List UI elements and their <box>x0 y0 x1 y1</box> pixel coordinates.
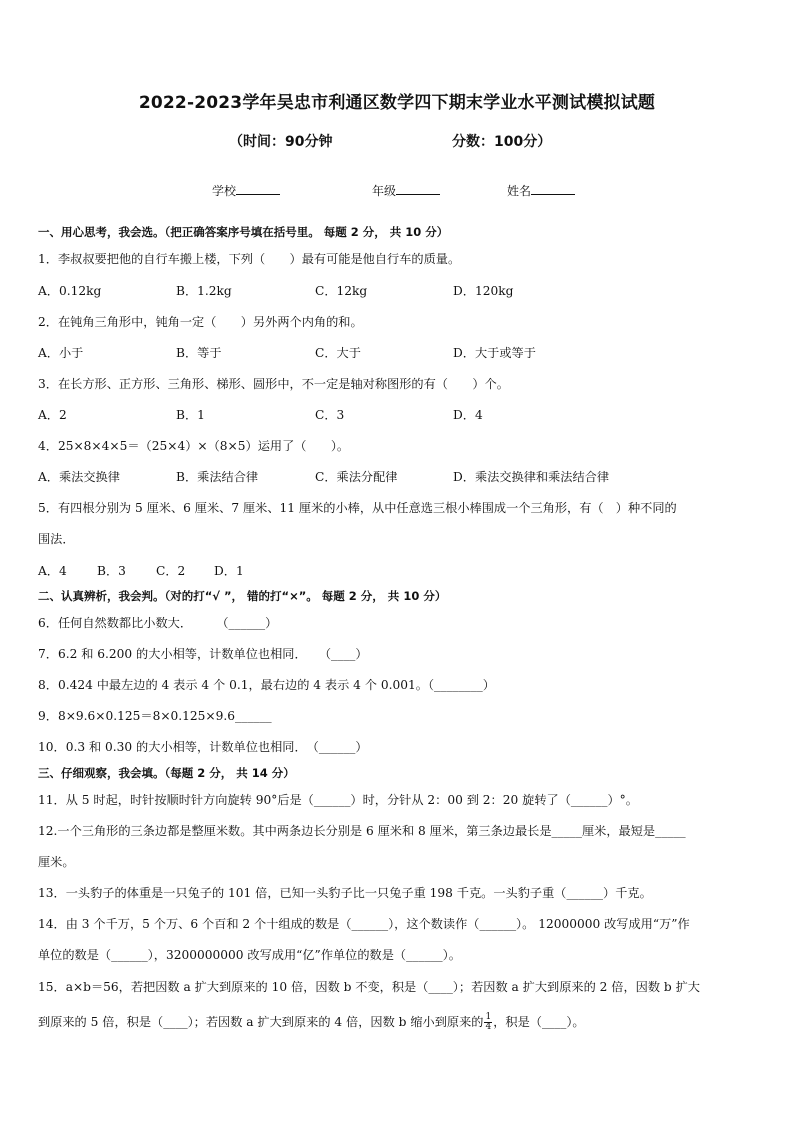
question-5: 5．有四根分别为 5 厘米、6 厘米、7 厘米、11 厘米的小棒，从中任意选三根小棒围成一个三角形，有（ ）种不同的 <box>38 501 677 515</box>
q1-option-d[interactable]: D．120kg <box>453 284 514 298</box>
name-blank[interactable] <box>531 182 575 195</box>
question-15: 15．a×b＝56，若把因数 a 扩大到原来的 10 倍，因数 b 不变，积是（____）；若因数 a 扩大到原来的 2 倍，因数 b 扩大 <box>38 980 700 994</box>
q4-option-c[interactable]: C．乘法分配律 <box>315 470 398 484</box>
q5-option-d[interactable]: D．1 <box>214 564 244 578</box>
q1-option-c[interactable]: C．12kg <box>315 284 368 298</box>
q15-text-after: ，积是（____）。 <box>493 1015 585 1029</box>
section2-heading: 二、认真辨析，我会判。（对的打“√ ”， 错的打“×”。 每题 2 分， 共 10 分） <box>38 589 447 603</box>
exam-score: 分数：100分） <box>452 134 552 150</box>
grade-field <box>372 182 440 199</box>
question-2: 2．在钝角三角形中，钝角一定（ ）另外两个内角的和。 <box>38 315 363 329</box>
question-15-cont <box>38 1013 585 1032</box>
question-8: 8．0.424 中最左边的 4 表示 4 个 0.1，最右边的 4 表示 4 个 0.001。（________） <box>38 678 495 692</box>
q2-option-b[interactable]: B．等于 <box>176 346 222 360</box>
q3-option-b[interactable]: B．1 <box>176 408 205 422</box>
section3-heading: 三、仔细观察，我会填。（每题 2 分， 共 14 分） <box>38 766 295 780</box>
q15-text-before: 到原来的 5 倍，积是（____）；若因数 a 扩大到原来的 4 倍，因数 b 缩小到原来的 <box>38 1015 484 1029</box>
question-14: 14．由 3 个千万，5 个万、6 个百和 2 个十组成的数是（______），这个数读作（______）。 12000000 改写成用“万”作 <box>38 917 690 931</box>
name-field <box>507 182 575 199</box>
question-5-cont: 围法． <box>38 532 75 546</box>
question-13: 13．一头豹子的体重是一只兔子的 101 倍，已知一头豹子比一只兔子重 198 千克。一头豹子重（______）千克。 <box>38 886 652 900</box>
q4-option-b[interactable]: B．乘法结合律 <box>176 470 259 484</box>
fraction-numerator: 1 <box>485 1012 492 1022</box>
q4-option-a[interactable]: A．乘法交换律 <box>38 470 120 484</box>
q2-option-c[interactable]: C．大于 <box>315 346 361 360</box>
exam-time: （时间：90分钟 <box>229 134 333 150</box>
question-3: 3．在长方形、正方形、三角形、梯形、圆形中，不一定是轴对称图形的有（ ）个。 <box>38 377 509 391</box>
fraction-denominator: 4 <box>485 1022 492 1032</box>
q2-option-d[interactable]: D．大于或等于 <box>453 346 536 360</box>
school-label: 学校 <box>212 184 237 198</box>
q5-option-b[interactable]: B．3 <box>97 564 126 578</box>
question-12-cont: 厘米。 <box>38 855 75 869</box>
page-title: 2022-2023学年吴忠市利通区数学四下期末学业水平测试模拟试题 <box>138 93 656 113</box>
q2-option-a[interactable]: A．小于 <box>38 346 84 360</box>
question-1: 1．李叔叔要把他的自行车搬上楼，下列（ ）最有可能是他自行车的质量。 <box>38 252 461 266</box>
question-12: 12.一个三角形的三条边都是整厘米数。其中两条边长分别是 6 厘米和 8 厘米，第三条边最长是_____厘米，最短是_____ <box>38 824 686 838</box>
q4-option-d[interactable]: D．乘法交换律和乘法结合律 <box>453 470 610 484</box>
name-label: 姓名 <box>507 184 532 198</box>
q5-option-a[interactable]: A．4 <box>38 564 67 578</box>
question-6: 6．任何自然数都比小数大． （______） <box>38 616 278 630</box>
question-11: 11．从 5 时起，时针按顺时针方向旋转 90°后是（______）时，分针从 2：00 到 2：20 旋转了（______）°。 <box>38 793 638 807</box>
q3-option-a[interactable]: A．2 <box>38 408 67 422</box>
question-10: 10．0.3 和 0.30 的大小相等，计数单位也相同． （______） <box>38 740 368 754</box>
grade-label: 年级 <box>372 184 397 198</box>
q1-option-b[interactable]: B．1.2kg <box>176 284 232 298</box>
school-blank[interactable] <box>236 182 280 195</box>
q3-option-c[interactable]: C．3 <box>315 408 345 422</box>
q5-option-c[interactable]: C．2 <box>156 564 186 578</box>
section1-heading: 一、用心思考，我会选。（把正确答案序号填在括号里。 每题 2 分， 共 10 分） <box>38 225 449 239</box>
q3-option-d[interactable]: D．4 <box>453 408 483 422</box>
q1-option-a[interactable]: A．0.12kg <box>38 284 102 298</box>
fraction-one-quarter <box>484 1013 492 1032</box>
question-4: 4．25×8×4×5＝（25×4）×（8×5）运用了（ ）。 <box>38 439 350 453</box>
question-14-cont: 单位的数是（______），3200000000 改写成用“亿”作单位的数是（______）。 <box>38 948 461 962</box>
grade-blank[interactable] <box>396 182 440 195</box>
school-field <box>212 182 280 199</box>
question-9: 9．8×9.6×0.125＝8×0.125×9.6______ <box>38 709 272 723</box>
question-7: 7．6.2 和 6.200 的大小相等，计数单位也相同． （____） <box>38 647 368 661</box>
